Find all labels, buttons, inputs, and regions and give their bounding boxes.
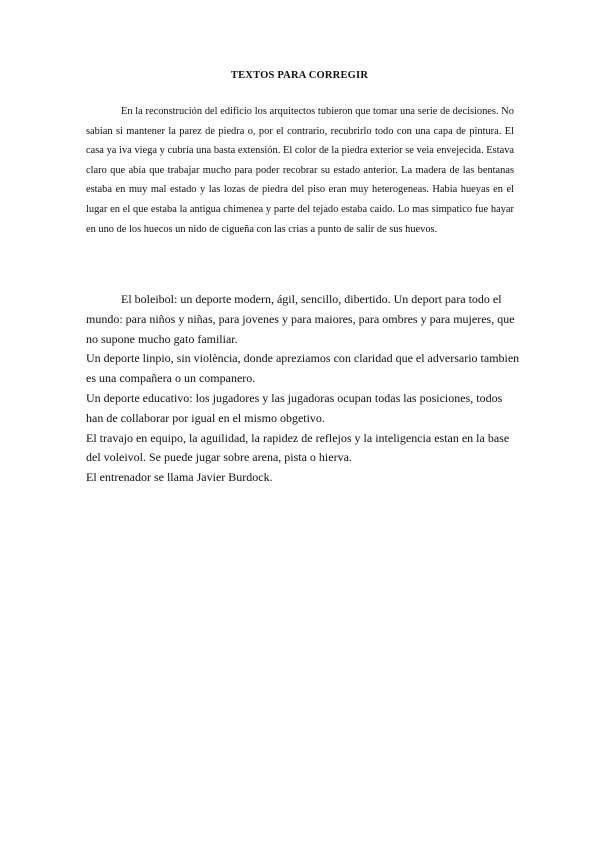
text-2-paragraph-3: Un deporte educativo: los jugadores y las jugadoras ocupan todas las posiciones, todos han de collaborar por igual en el mismo obgetivo.	[86, 390, 503, 425]
text-2-block	[86, 290, 520, 488]
document-title: TEXTOS PARA CORREGIR	[230, 70, 369, 81]
text-2-paragraph-4: El travajo en equipo, la aguilidad, la rapidez de reflejos y la inteligencia estan en la base del voleivol. Se puede jugar sobre arena, pista o hierva.	[86, 430, 510, 465]
text-2-paragraph-2: Un deporte linpio, sin violència, donde apreziamos con claridad que el adversario tambien es una compañera o un companero.	[86, 351, 520, 386]
text-1-paragraph: En la reconstrución del edificio los arquitectos tubieron que tomar una serie de decisiones. No sabian si mantener la parez de piedra o, por el contrario, recubrirlo todo con una capa de pintura. El casa ya iva viega y cubría una basta extensión. El color de la piedra exterior se veia envejecida. Estava claro que abía que trabajar mucho para poder recobrar su estado anterior. La madera de las bentanas estaba en muy mal estado y las lozas de piedra del piso eran muy heterogeneas. Habia hueyas en el lugar en el que estaba la antigua chimenea y parte del tejado estaba caido. Lo mas simpatico fue hayar en uno de los huecos un nido de cigueña con las crias a punto de salir de sus huevos.	[86, 106, 514, 235]
text-2-paragraph-5: El entrenador se llama Javier Burdock.	[86, 470, 273, 485]
text-2-paragraph-1: El boleibol: un deporte modern, ágil, sencillo, dibertido. Un deport para todo el mundo: para niños y niñas, para jovenes y para maiores, para ombres y para mujeres, que no supone mucho gato familiar.	[86, 292, 515, 346]
